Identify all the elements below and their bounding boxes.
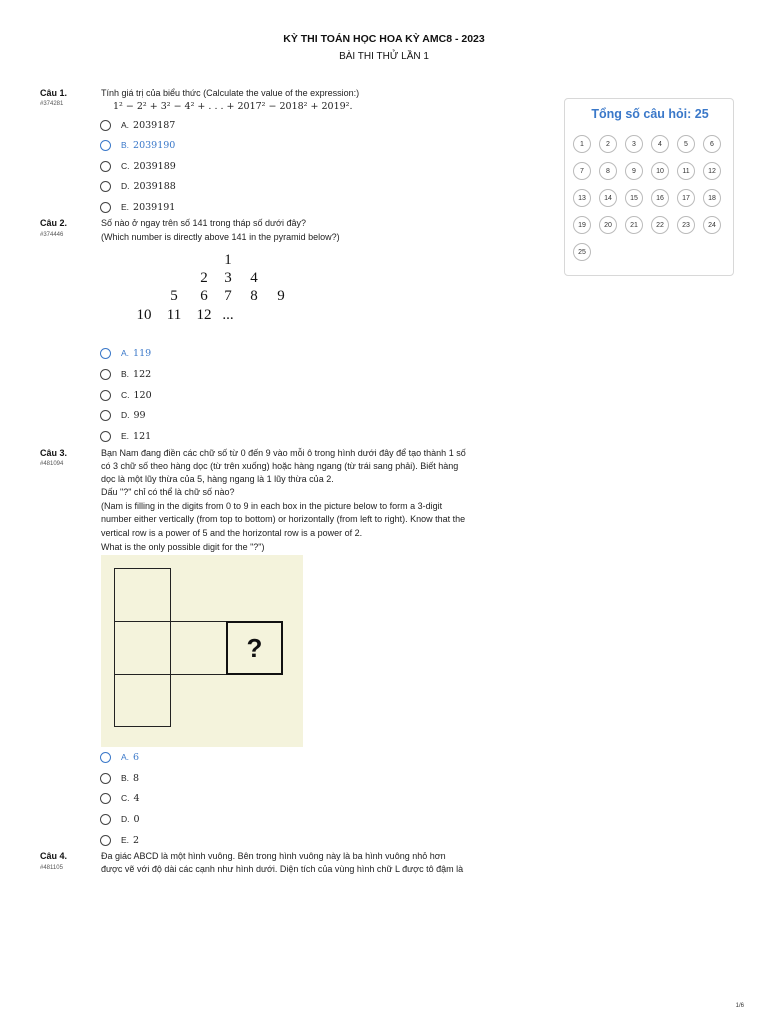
- q2-option-e[interactable]: [100, 429, 151, 443]
- question-nav-button[interactable]: 21: [625, 216, 643, 234]
- question-1-text: Tính giá trị của biểu thức (Calculate the value of the expression:): [101, 88, 360, 98]
- question-nav-button[interactable]: 12: [703, 162, 721, 180]
- page-number: 1/6: [735, 1003, 744, 1009]
- question-nav-button[interactable]: 14: [599, 189, 617, 207]
- question-nav-button[interactable]: 22: [651, 216, 669, 234]
- grid-cell: [114, 621, 171, 675]
- question-1-id: #374281: [40, 101, 64, 107]
- pyramid-number: 2: [200, 270, 208, 286]
- q1-option-a[interactable]: [100, 118, 175, 132]
- question-nav-button[interactable]: 2: [599, 135, 617, 153]
- option-value: 2039187: [133, 119, 176, 131]
- grid-cell: [170, 621, 227, 675]
- option-letter: C.: [121, 160, 130, 171]
- option-value: 6: [133, 751, 140, 763]
- option-letter: B.: [121, 368, 130, 379]
- question-1-label: Câu 1.: [40, 88, 68, 98]
- question-nav-button[interactable]: 15: [625, 189, 643, 207]
- question-nav-button[interactable]: 17: [677, 189, 695, 207]
- option-letter: D.: [121, 180, 130, 191]
- radio-button[interactable]: [100, 348, 111, 359]
- q1-option-e[interactable]: [100, 200, 175, 214]
- option-letter: E.: [121, 201, 130, 212]
- option-value: 2039190: [133, 139, 176, 151]
- option-value: 8: [133, 772, 140, 784]
- question-3-line-1: Bạn Nam đang điền các chữ số từ 0 đến 9 vào mỗi ô trong hình dưới đây để tạo thành 1 số: [101, 448, 466, 458]
- q2-option-a[interactable]: [100, 346, 151, 360]
- question-nav-button[interactable]: 25: [573, 243, 591, 261]
- option-value: 2039188: [133, 180, 176, 192]
- question-nav-button[interactable]: 3: [625, 135, 643, 153]
- option-letter: B.: [121, 139, 130, 150]
- option-value: 121: [133, 430, 152, 442]
- q1-option-d[interactable]: [100, 179, 176, 193]
- total-questions-title: Tổng số câu hỏi: 25: [591, 107, 709, 121]
- question-nav-button[interactable]: 23: [677, 216, 695, 234]
- radio-button[interactable]: [100, 814, 111, 825]
- question-1-formula: 1² − 2² + 3² − 4² + . . . + 2017² − 2018² + 2019².: [113, 101, 353, 112]
- option-value: 2: [133, 834, 140, 846]
- option-letter: A.: [121, 347, 130, 358]
- pyramid-number: 10: [136, 307, 152, 323]
- option-value: 99: [133, 409, 146, 421]
- question-nav-button[interactable]: 4: [651, 135, 669, 153]
- radio-button[interactable]: [100, 431, 111, 442]
- option-value: 122: [133, 368, 152, 380]
- question-3-line-8: What is the only possible digit for the "?"): [101, 542, 265, 552]
- option-value: 2039191: [133, 201, 176, 213]
- question-nav-button[interactable]: 10: [651, 162, 669, 180]
- exam-title: KỲ THI TOÁN HỌC HOA KỲ AMC8 - 2023: [283, 33, 485, 45]
- pyramid-number: 5: [170, 288, 178, 304]
- pyramid-number: 4: [250, 270, 258, 286]
- pyramid-number: 6: [200, 288, 208, 304]
- question-nav-button[interactable]: 19: [573, 216, 591, 234]
- question-4-label: Câu 4.: [40, 851, 68, 861]
- radio-button[interactable]: [100, 835, 111, 846]
- pyramid-number: ...: [222, 307, 234, 323]
- question-2-label: Câu 2.: [40, 218, 68, 228]
- option-letter: E.: [121, 834, 130, 845]
- grid-cell: [114, 568, 171, 622]
- option-letter: B.: [121, 772, 130, 783]
- question-mark-cell: ?: [226, 621, 283, 675]
- question-4-line-2: được vẽ với độ dài các cạnh như hình dưới. Diện tích của vùng hình chữ L được tô đậm là: [101, 864, 464, 874]
- question-nav-button[interactable]: 9: [625, 162, 643, 180]
- question-nav-button[interactable]: 13: [573, 189, 591, 207]
- radio-button[interactable]: [100, 161, 111, 172]
- pyramid-number: 9: [277, 288, 285, 304]
- q2-option-d[interactable]: [100, 408, 146, 422]
- q3-option-b[interactable]: [100, 771, 139, 785]
- question-nav-button[interactable]: 16: [651, 189, 669, 207]
- option-letter: D.: [121, 813, 130, 824]
- q3-option-e[interactable]: [100, 833, 139, 847]
- radio-button[interactable]: [100, 181, 111, 192]
- question-nav-button[interactable]: 6: [703, 135, 721, 153]
- radio-button[interactable]: [100, 120, 111, 131]
- q3-option-c[interactable]: [100, 791, 140, 805]
- option-letter: A.: [121, 119, 130, 130]
- pyramid-number: 1: [224, 252, 232, 268]
- option-letter: E.: [121, 430, 130, 441]
- question-2-text-en: (Which number is directly above 141 in the pyramid below?): [101, 232, 340, 242]
- pyramid-number: 3: [224, 270, 232, 286]
- q1-option-b[interactable]: [100, 138, 175, 152]
- q3-option-d[interactable]: [100, 812, 140, 826]
- question-nav-button[interactable]: 18: [703, 189, 721, 207]
- question-4-line-1: Đa giác ABCD là một hình vuông. Bên trong hình vuông này là ba hình vuông nhỏ hơn: [101, 851, 446, 861]
- q2-option-c[interactable]: [100, 388, 152, 402]
- option-value: 120: [133, 389, 152, 401]
- option-letter: C.: [121, 389, 130, 400]
- radio-button[interactable]: [100, 410, 111, 421]
- question-nav-button[interactable]: 1: [573, 135, 591, 153]
- question-nav-button[interactable]: 24: [703, 216, 721, 234]
- grid-cell: [114, 674, 171, 727]
- option-value: 2039189: [133, 160, 176, 172]
- question-nav-button[interactable]: 20: [599, 216, 617, 234]
- pyramid-number: 8: [250, 288, 258, 304]
- option-value: 4: [133, 792, 140, 804]
- question-3-line-7: vertical row is a power of 5 and the horizontal row is a power of 2.: [101, 528, 363, 538]
- question-4-id: #481105: [40, 865, 63, 871]
- radio-button[interactable]: [100, 793, 111, 804]
- radio-button[interactable]: [100, 752, 111, 763]
- question-3-line-6: number either vertically (from top to bottom) or horizontally (from left to right). Know that the: [101, 514, 466, 524]
- option-letter: D.: [121, 409, 130, 420]
- radio-button[interactable]: [100, 773, 111, 784]
- q1-option-c[interactable]: [100, 159, 176, 173]
- question-3-line-4: Dấu "?" chỉ có thể là chữ số nào?: [101, 487, 235, 497]
- question-3-line-2: có 3 chữ số theo hàng dọc (từ trên xuống) hoặc hàng ngang (từ trái sang phải). Biết hàng: [101, 461, 459, 471]
- question-nav-button[interactable]: 11: [677, 162, 695, 180]
- pyramid-number: 11: [166, 307, 182, 323]
- radio-button[interactable]: [100, 140, 111, 151]
- question-nav-button[interactable]: 8: [599, 162, 617, 180]
- question-3-label: Câu 3.: [40, 448, 68, 458]
- question-3-id: #481094: [40, 461, 64, 467]
- q3-option-a[interactable]: [100, 750, 139, 764]
- option-value: 0: [133, 813, 140, 825]
- question-3-line-5: (Nam is filling in the digits from 0 to 9 in each box in the picture below to form a 3-digit: [101, 501, 443, 511]
- exam-subtitle: BÀI THI THỬ LẦN 1: [339, 51, 429, 62]
- pyramid-number: 7: [224, 288, 232, 304]
- option-letter: C.: [121, 792, 130, 803]
- question-nav-button[interactable]: 5: [677, 135, 695, 153]
- radio-button[interactable]: [100, 202, 111, 213]
- option-letter: A.: [121, 751, 130, 762]
- question-2-id: #374446: [40, 232, 64, 238]
- radio-button[interactable]: [100, 369, 111, 380]
- q2-option-b[interactable]: [100, 367, 151, 381]
- radio-button[interactable]: [100, 390, 111, 401]
- pyramid-number: 12: [196, 307, 212, 323]
- question-3-line-3: dọc là một lũy thừa của 5, hàng ngang là 1 lũy thừa của 2.: [101, 474, 334, 484]
- question-2-text-vi: Số nào ở ngay trên số 141 trong tháp số dưới đây?: [101, 218, 306, 228]
- option-value: 119: [133, 347, 152, 359]
- question-nav-button[interactable]: 7: [573, 162, 591, 180]
